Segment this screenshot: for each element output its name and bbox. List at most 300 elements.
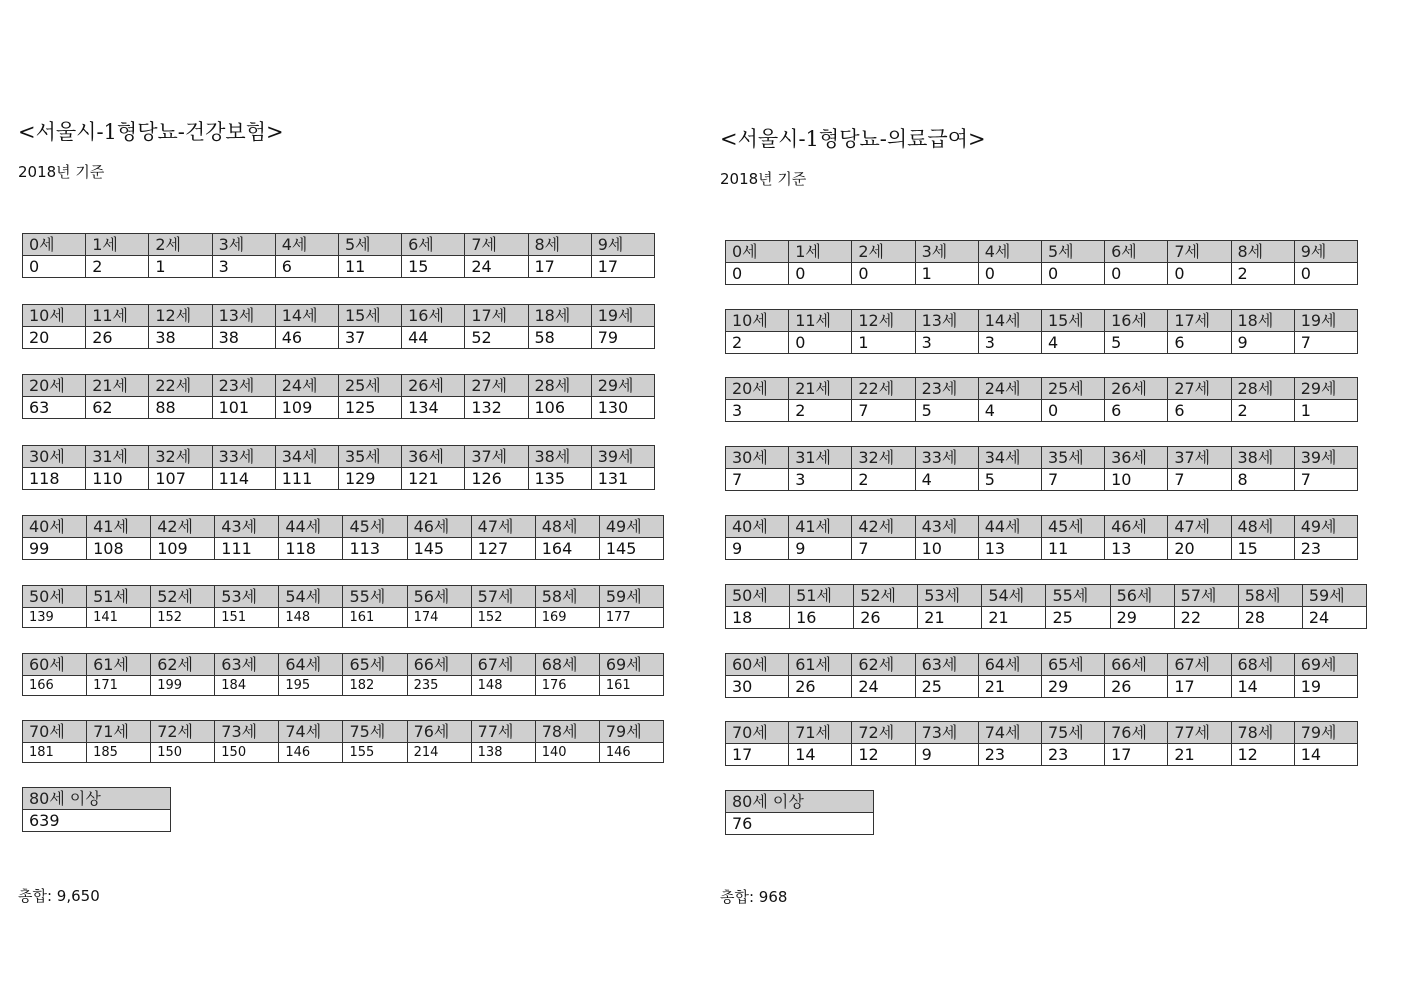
count-value-cell: 101	[212, 397, 275, 419]
count-value-cell: 15	[1231, 538, 1294, 560]
age-header-cell: 29세	[1294, 378, 1357, 400]
age-header-cell: 12세	[149, 305, 212, 327]
count-value-cell: 0	[789, 263, 852, 285]
count-value-cell: 3	[726, 400, 789, 422]
count-value-cell: 3	[212, 256, 275, 278]
count-value-cell: 4	[978, 400, 1041, 422]
age-header-cell: 10세	[23, 305, 86, 327]
age-header-row	[23, 721, 664, 743]
age-header-cell: 47세	[1168, 516, 1231, 538]
count-value-cell: 145	[407, 538, 471, 560]
age-header-cell: 34세	[275, 446, 338, 468]
count-value-cell: 24	[465, 256, 528, 278]
age-header-cell: 39세	[591, 446, 654, 468]
right-subtitle: 2018년 기준	[720, 170, 807, 188]
right-total: 총합: 968	[720, 888, 788, 906]
age-header-cell: 64세	[279, 654, 343, 676]
count-value-cell: 132	[465, 397, 528, 419]
count-value-cell: 24	[1302, 607, 1366, 629]
age-header-cell: 7세	[465, 234, 528, 256]
age-header-cell: 1세	[86, 234, 149, 256]
count-value-cell: 26	[86, 327, 149, 349]
count-value-cell: 127	[471, 538, 535, 560]
count-value-row	[726, 676, 1358, 698]
age-header-cell: 30세	[23, 446, 86, 468]
age-header-cell: 34세	[978, 447, 1041, 469]
count-value-cell: 139	[23, 608, 87, 628]
count-value-cell: 111	[215, 538, 279, 560]
count-value-cell: 13	[1105, 538, 1168, 560]
count-value-row	[726, 607, 1367, 629]
age-header-cell: 40세	[23, 516, 87, 538]
count-value-cell: 9	[1231, 332, 1294, 354]
age-header-cell: 29세	[591, 375, 654, 397]
age-header-cell: 65세	[1041, 654, 1104, 676]
age-header-cell: 0세	[23, 234, 86, 256]
count-value-cell: 16	[790, 607, 854, 629]
age-header-cell: 51세	[790, 585, 854, 607]
age-header-cell: 74세	[978, 722, 1041, 744]
count-value-cell: 7	[1294, 332, 1357, 354]
age-header-cell: 73세	[215, 721, 279, 743]
right-age-table	[725, 240, 1358, 285]
age-header-cell: 79세	[1294, 722, 1357, 744]
age-header-cell: 70세	[23, 721, 87, 743]
count-value-cell: 145	[599, 538, 663, 560]
age-header-row	[726, 447, 1358, 469]
age-header-cell: 25세	[338, 375, 401, 397]
age-header-cell: 75세	[1041, 722, 1104, 744]
age-header-cell: 73세	[915, 722, 978, 744]
age-header-cell: 41세	[789, 516, 852, 538]
count-value-cell: 8	[1231, 469, 1294, 491]
age-header-cell: 12세	[852, 310, 915, 332]
age-header-cell: 10세	[726, 310, 789, 332]
count-value-cell: 26	[1105, 676, 1168, 698]
count-value-cell: 4	[1041, 332, 1104, 354]
age-header-cell: 41세	[87, 516, 151, 538]
count-value-cell: 118	[23, 468, 86, 490]
count-value-cell: 17	[591, 256, 654, 278]
age-header-row	[726, 241, 1358, 263]
age-header-cell: 70세	[726, 722, 789, 744]
age-header-cell: 35세	[338, 446, 401, 468]
age-header-cell: 78세	[1231, 722, 1294, 744]
over80-header-row	[23, 788, 171, 810]
age-header-cell: 6세	[402, 234, 465, 256]
age-header-cell: 61세	[789, 654, 852, 676]
age-header-row	[726, 722, 1358, 744]
age-header-row	[23, 234, 655, 256]
count-value-cell: 148	[471, 676, 535, 696]
count-value-row	[726, 538, 1358, 560]
count-value-cell: 17	[528, 256, 591, 278]
age-header-cell: 40세	[726, 516, 789, 538]
count-value-cell: 164	[535, 538, 599, 560]
count-value-cell: 9	[726, 538, 789, 560]
age-header-cell: 43세	[915, 516, 978, 538]
count-value-cell: 174	[407, 608, 471, 628]
age-header-cell: 54세	[279, 586, 343, 608]
count-value-cell: 148	[279, 608, 343, 628]
right-age-table	[725, 721, 1358, 766]
count-value-cell: 1	[915, 263, 978, 285]
age-header-cell: 52세	[151, 586, 215, 608]
age-header-cell: 28세	[528, 375, 591, 397]
age-header-cell: 60세	[23, 654, 87, 676]
count-value-cell: 88	[149, 397, 212, 419]
age-header-cell: 77세	[1168, 722, 1231, 744]
age-header-cell: 50세	[726, 585, 790, 607]
age-header-row	[23, 654, 664, 676]
count-value-cell: 46	[275, 327, 338, 349]
age-header-cell: 27세	[1168, 378, 1231, 400]
count-value-cell: 134	[402, 397, 465, 419]
age-header-cell: 20세	[726, 378, 789, 400]
age-header-cell: 21세	[86, 375, 149, 397]
over80-header-cell: 80세 이상	[23, 788, 171, 810]
age-header-cell: 26세	[402, 375, 465, 397]
age-header-cell: 15세	[1041, 310, 1104, 332]
count-value-cell: 23	[1041, 744, 1104, 766]
age-header-cell: 44세	[279, 516, 343, 538]
count-value-cell: 7	[1168, 469, 1231, 491]
count-value-cell: 199	[151, 676, 215, 696]
count-value-cell: 126	[465, 468, 528, 490]
age-header-cell: 26세	[1105, 378, 1168, 400]
age-header-cell: 56세	[407, 586, 471, 608]
left-age-table	[22, 515, 664, 560]
age-header-cell: 38세	[528, 446, 591, 468]
count-value-cell: 18	[726, 607, 790, 629]
count-value-cell: 182	[343, 676, 407, 696]
count-value-cell: 12	[852, 744, 915, 766]
count-value-cell: 146	[279, 743, 343, 763]
age-header-cell: 27세	[465, 375, 528, 397]
left-age-table	[22, 720, 664, 763]
count-value-cell: 195	[279, 676, 343, 696]
count-value-cell: 161	[599, 676, 663, 696]
count-value-cell: 1	[852, 332, 915, 354]
age-header-cell: 59세	[599, 586, 663, 608]
count-value-cell: 0	[1294, 263, 1357, 285]
over80-value-row	[23, 810, 171, 832]
count-value-cell: 150	[151, 743, 215, 763]
age-header-cell: 69세	[1294, 654, 1357, 676]
age-header-cell: 15세	[338, 305, 401, 327]
count-value-cell: 2	[1231, 400, 1294, 422]
age-header-cell: 57세	[1174, 585, 1238, 607]
age-header-cell: 17세	[1168, 310, 1231, 332]
age-header-cell: 48세	[1231, 516, 1294, 538]
age-header-cell: 7세	[1168, 241, 1231, 263]
right-age-table	[725, 309, 1358, 354]
count-value-cell: 111	[275, 468, 338, 490]
count-value-cell: 129	[338, 468, 401, 490]
count-value-row	[23, 397, 655, 419]
age-header-cell: 59세	[1302, 585, 1366, 607]
age-header-cell: 16세	[402, 305, 465, 327]
right-age-table	[725, 446, 1358, 491]
over80-value-row	[726, 813, 874, 835]
count-value-row	[23, 327, 655, 349]
left-age-table	[22, 653, 664, 696]
over80-header-cell: 80세 이상	[726, 791, 874, 813]
age-header-cell: 67세	[1168, 654, 1231, 676]
count-value-cell: 10	[915, 538, 978, 560]
age-header-row	[726, 585, 1367, 607]
age-header-cell: 48세	[535, 516, 599, 538]
count-value-cell: 177	[599, 608, 663, 628]
count-value-cell: 0	[726, 263, 789, 285]
count-value-cell: 12	[1231, 744, 1294, 766]
right-age-table	[725, 653, 1358, 698]
age-header-cell: 24세	[275, 375, 338, 397]
count-value-cell: 6	[1168, 400, 1231, 422]
age-header-cell: 68세	[535, 654, 599, 676]
count-value-cell: 2	[726, 332, 789, 354]
age-header-cell: 53세	[918, 585, 982, 607]
age-header-row	[726, 310, 1358, 332]
count-value-row	[726, 332, 1358, 354]
age-header-cell: 66세	[407, 654, 471, 676]
age-header-cell: 79세	[599, 721, 663, 743]
age-header-row	[726, 378, 1358, 400]
count-value-cell: 2	[1231, 263, 1294, 285]
count-value-cell: 23	[1294, 538, 1357, 560]
age-header-cell: 37세	[1168, 447, 1231, 469]
count-value-cell: 121	[402, 468, 465, 490]
count-value-cell: 29	[1041, 676, 1104, 698]
age-header-cell: 5세	[1041, 241, 1104, 263]
count-value-cell: 11	[338, 256, 401, 278]
age-header-cell: 8세	[1231, 241, 1294, 263]
count-value-cell: 155	[343, 743, 407, 763]
left-over80-table	[22, 787, 171, 832]
count-value-cell: 130	[591, 397, 654, 419]
count-value-cell: 14	[1231, 676, 1294, 698]
age-header-cell: 2세	[852, 241, 915, 263]
age-header-cell: 32세	[149, 446, 212, 468]
count-value-row	[726, 400, 1358, 422]
age-header-cell: 22세	[852, 378, 915, 400]
age-header-cell: 56세	[1110, 585, 1174, 607]
count-value-cell: 4	[915, 469, 978, 491]
count-value-cell: 14	[1294, 744, 1357, 766]
count-value-cell: 107	[149, 468, 212, 490]
age-header-cell: 42세	[852, 516, 915, 538]
count-value-cell: 0	[978, 263, 1041, 285]
age-header-cell: 32세	[852, 447, 915, 469]
age-header-cell: 11세	[789, 310, 852, 332]
count-value-cell: 13	[978, 538, 1041, 560]
count-value-cell: 108	[87, 538, 151, 560]
age-header-cell: 23세	[212, 375, 275, 397]
right-age-table	[725, 515, 1358, 560]
age-header-row	[726, 516, 1358, 538]
count-value-cell: 150	[215, 743, 279, 763]
age-header-cell: 25세	[1041, 378, 1104, 400]
count-value-cell: 140	[535, 743, 599, 763]
age-header-cell: 21세	[789, 378, 852, 400]
age-header-cell: 5세	[338, 234, 401, 256]
count-value-cell: 5	[1105, 332, 1168, 354]
count-value-cell: 181	[23, 743, 87, 763]
age-header-cell: 16세	[1105, 310, 1168, 332]
count-value-cell: 58	[528, 327, 591, 349]
count-value-cell: 24	[852, 676, 915, 698]
age-header-cell: 63세	[215, 654, 279, 676]
count-value-cell: 10	[1105, 469, 1168, 491]
count-value-cell: 17	[1168, 676, 1231, 698]
count-value-cell: 3	[978, 332, 1041, 354]
count-value-row	[23, 256, 655, 278]
age-header-row	[726, 654, 1358, 676]
age-header-cell: 75세	[343, 721, 407, 743]
count-value-cell: 113	[343, 538, 407, 560]
age-header-cell: 6세	[1105, 241, 1168, 263]
age-header-cell: 52세	[854, 585, 918, 607]
count-value-cell: 125	[338, 397, 401, 419]
age-header-cell: 13세	[212, 305, 275, 327]
age-header-cell: 31세	[86, 446, 149, 468]
right-age-table	[725, 584, 1367, 629]
age-header-cell: 38세	[1231, 447, 1294, 469]
age-header-cell: 1세	[789, 241, 852, 263]
age-header-cell: 57세	[471, 586, 535, 608]
age-header-cell: 50세	[23, 586, 87, 608]
count-value-cell: 106	[528, 397, 591, 419]
count-value-cell: 214	[407, 743, 471, 763]
age-header-cell: 31세	[789, 447, 852, 469]
age-header-cell: 54세	[982, 585, 1046, 607]
age-header-cell: 53세	[215, 586, 279, 608]
age-header-cell: 46세	[407, 516, 471, 538]
age-header-cell: 51세	[87, 586, 151, 608]
age-header-cell: 20세	[23, 375, 86, 397]
count-value-cell: 169	[535, 608, 599, 628]
count-value-cell: 235	[407, 676, 471, 696]
age-header-cell: 55세	[343, 586, 407, 608]
left-panel	[0, 0, 700, 992]
count-value-cell: 26	[854, 607, 918, 629]
age-header-cell: 39세	[1294, 447, 1357, 469]
count-value-cell: 171	[87, 676, 151, 696]
age-header-cell: 58세	[1238, 585, 1302, 607]
count-value-cell: 7	[726, 469, 789, 491]
count-value-cell: 15	[402, 256, 465, 278]
age-header-cell: 78세	[535, 721, 599, 743]
count-value-row	[23, 608, 664, 628]
age-header-cell: 19세	[591, 305, 654, 327]
right-title: <서울시-1형당뇨-의료급여>	[720, 127, 986, 151]
count-value-cell: 19	[1294, 676, 1357, 698]
count-value-cell: 62	[86, 397, 149, 419]
age-header-cell: 62세	[151, 654, 215, 676]
age-header-cell: 49세	[1294, 516, 1357, 538]
count-value-cell: 0	[1041, 263, 1104, 285]
over80-value-cell: 76	[726, 813, 874, 835]
age-header-cell: 23세	[915, 378, 978, 400]
age-header-cell: 28세	[1231, 378, 1294, 400]
age-header-cell: 64세	[978, 654, 1041, 676]
count-value-cell: 184	[215, 676, 279, 696]
count-value-cell: 20	[1168, 538, 1231, 560]
count-value-cell: 11	[1041, 538, 1104, 560]
count-value-cell: 152	[151, 608, 215, 628]
age-header-cell: 8세	[528, 234, 591, 256]
left-age-table	[22, 233, 655, 278]
age-header-cell: 14세	[275, 305, 338, 327]
count-value-cell: 0	[1105, 263, 1168, 285]
age-header-cell: 44세	[978, 516, 1041, 538]
age-header-cell: 19세	[1294, 310, 1357, 332]
count-value-cell: 0	[852, 263, 915, 285]
count-value-cell: 161	[343, 608, 407, 628]
count-value-cell: 7	[852, 538, 915, 560]
count-value-row	[726, 263, 1358, 285]
age-header-cell: 66세	[1105, 654, 1168, 676]
age-header-cell: 74세	[279, 721, 343, 743]
age-header-cell: 33세	[212, 446, 275, 468]
count-value-cell: 110	[86, 468, 149, 490]
count-value-cell: 6	[1105, 400, 1168, 422]
age-header-cell: 62세	[852, 654, 915, 676]
age-header-cell: 47세	[471, 516, 535, 538]
age-header-cell: 69세	[599, 654, 663, 676]
age-header-cell: 55세	[1046, 585, 1110, 607]
count-value-cell: 138	[471, 743, 535, 763]
count-value-cell: 141	[87, 608, 151, 628]
age-header-cell: 17세	[465, 305, 528, 327]
count-value-cell: 7	[852, 400, 915, 422]
count-value-cell: 2	[86, 256, 149, 278]
count-value-cell: 7	[1041, 469, 1104, 491]
count-value-row	[23, 676, 664, 696]
age-header-cell: 35세	[1041, 447, 1104, 469]
count-value-cell: 146	[599, 743, 663, 763]
age-header-cell: 33세	[915, 447, 978, 469]
age-header-cell: 37세	[465, 446, 528, 468]
count-value-cell: 26	[789, 676, 852, 698]
over80-header-row	[726, 791, 874, 813]
count-value-cell: 0	[1168, 263, 1231, 285]
count-value-cell: 135	[528, 468, 591, 490]
count-value-cell: 151	[215, 608, 279, 628]
right-panel	[700, 0, 1400, 992]
count-value-cell: 25	[1046, 607, 1110, 629]
age-header-cell: 11세	[86, 305, 149, 327]
age-header-row	[23, 446, 655, 468]
age-header-cell: 14세	[978, 310, 1041, 332]
count-value-cell: 63	[23, 397, 86, 419]
count-value-cell: 22	[1174, 607, 1238, 629]
count-value-row	[23, 468, 655, 490]
count-value-cell: 9	[915, 744, 978, 766]
age-header-cell: 4세	[978, 241, 1041, 263]
count-value-cell: 38	[212, 327, 275, 349]
left-total: 총합: 9,650	[18, 887, 100, 905]
count-value-cell: 2	[789, 400, 852, 422]
count-value-cell: 1	[1294, 400, 1357, 422]
age-header-cell: 18세	[528, 305, 591, 327]
count-value-cell: 21	[918, 607, 982, 629]
count-value-cell: 29	[1110, 607, 1174, 629]
count-value-cell: 0	[789, 332, 852, 354]
count-value-cell: 30	[726, 676, 789, 698]
count-value-cell: 3	[915, 332, 978, 354]
left-age-table	[22, 374, 655, 419]
